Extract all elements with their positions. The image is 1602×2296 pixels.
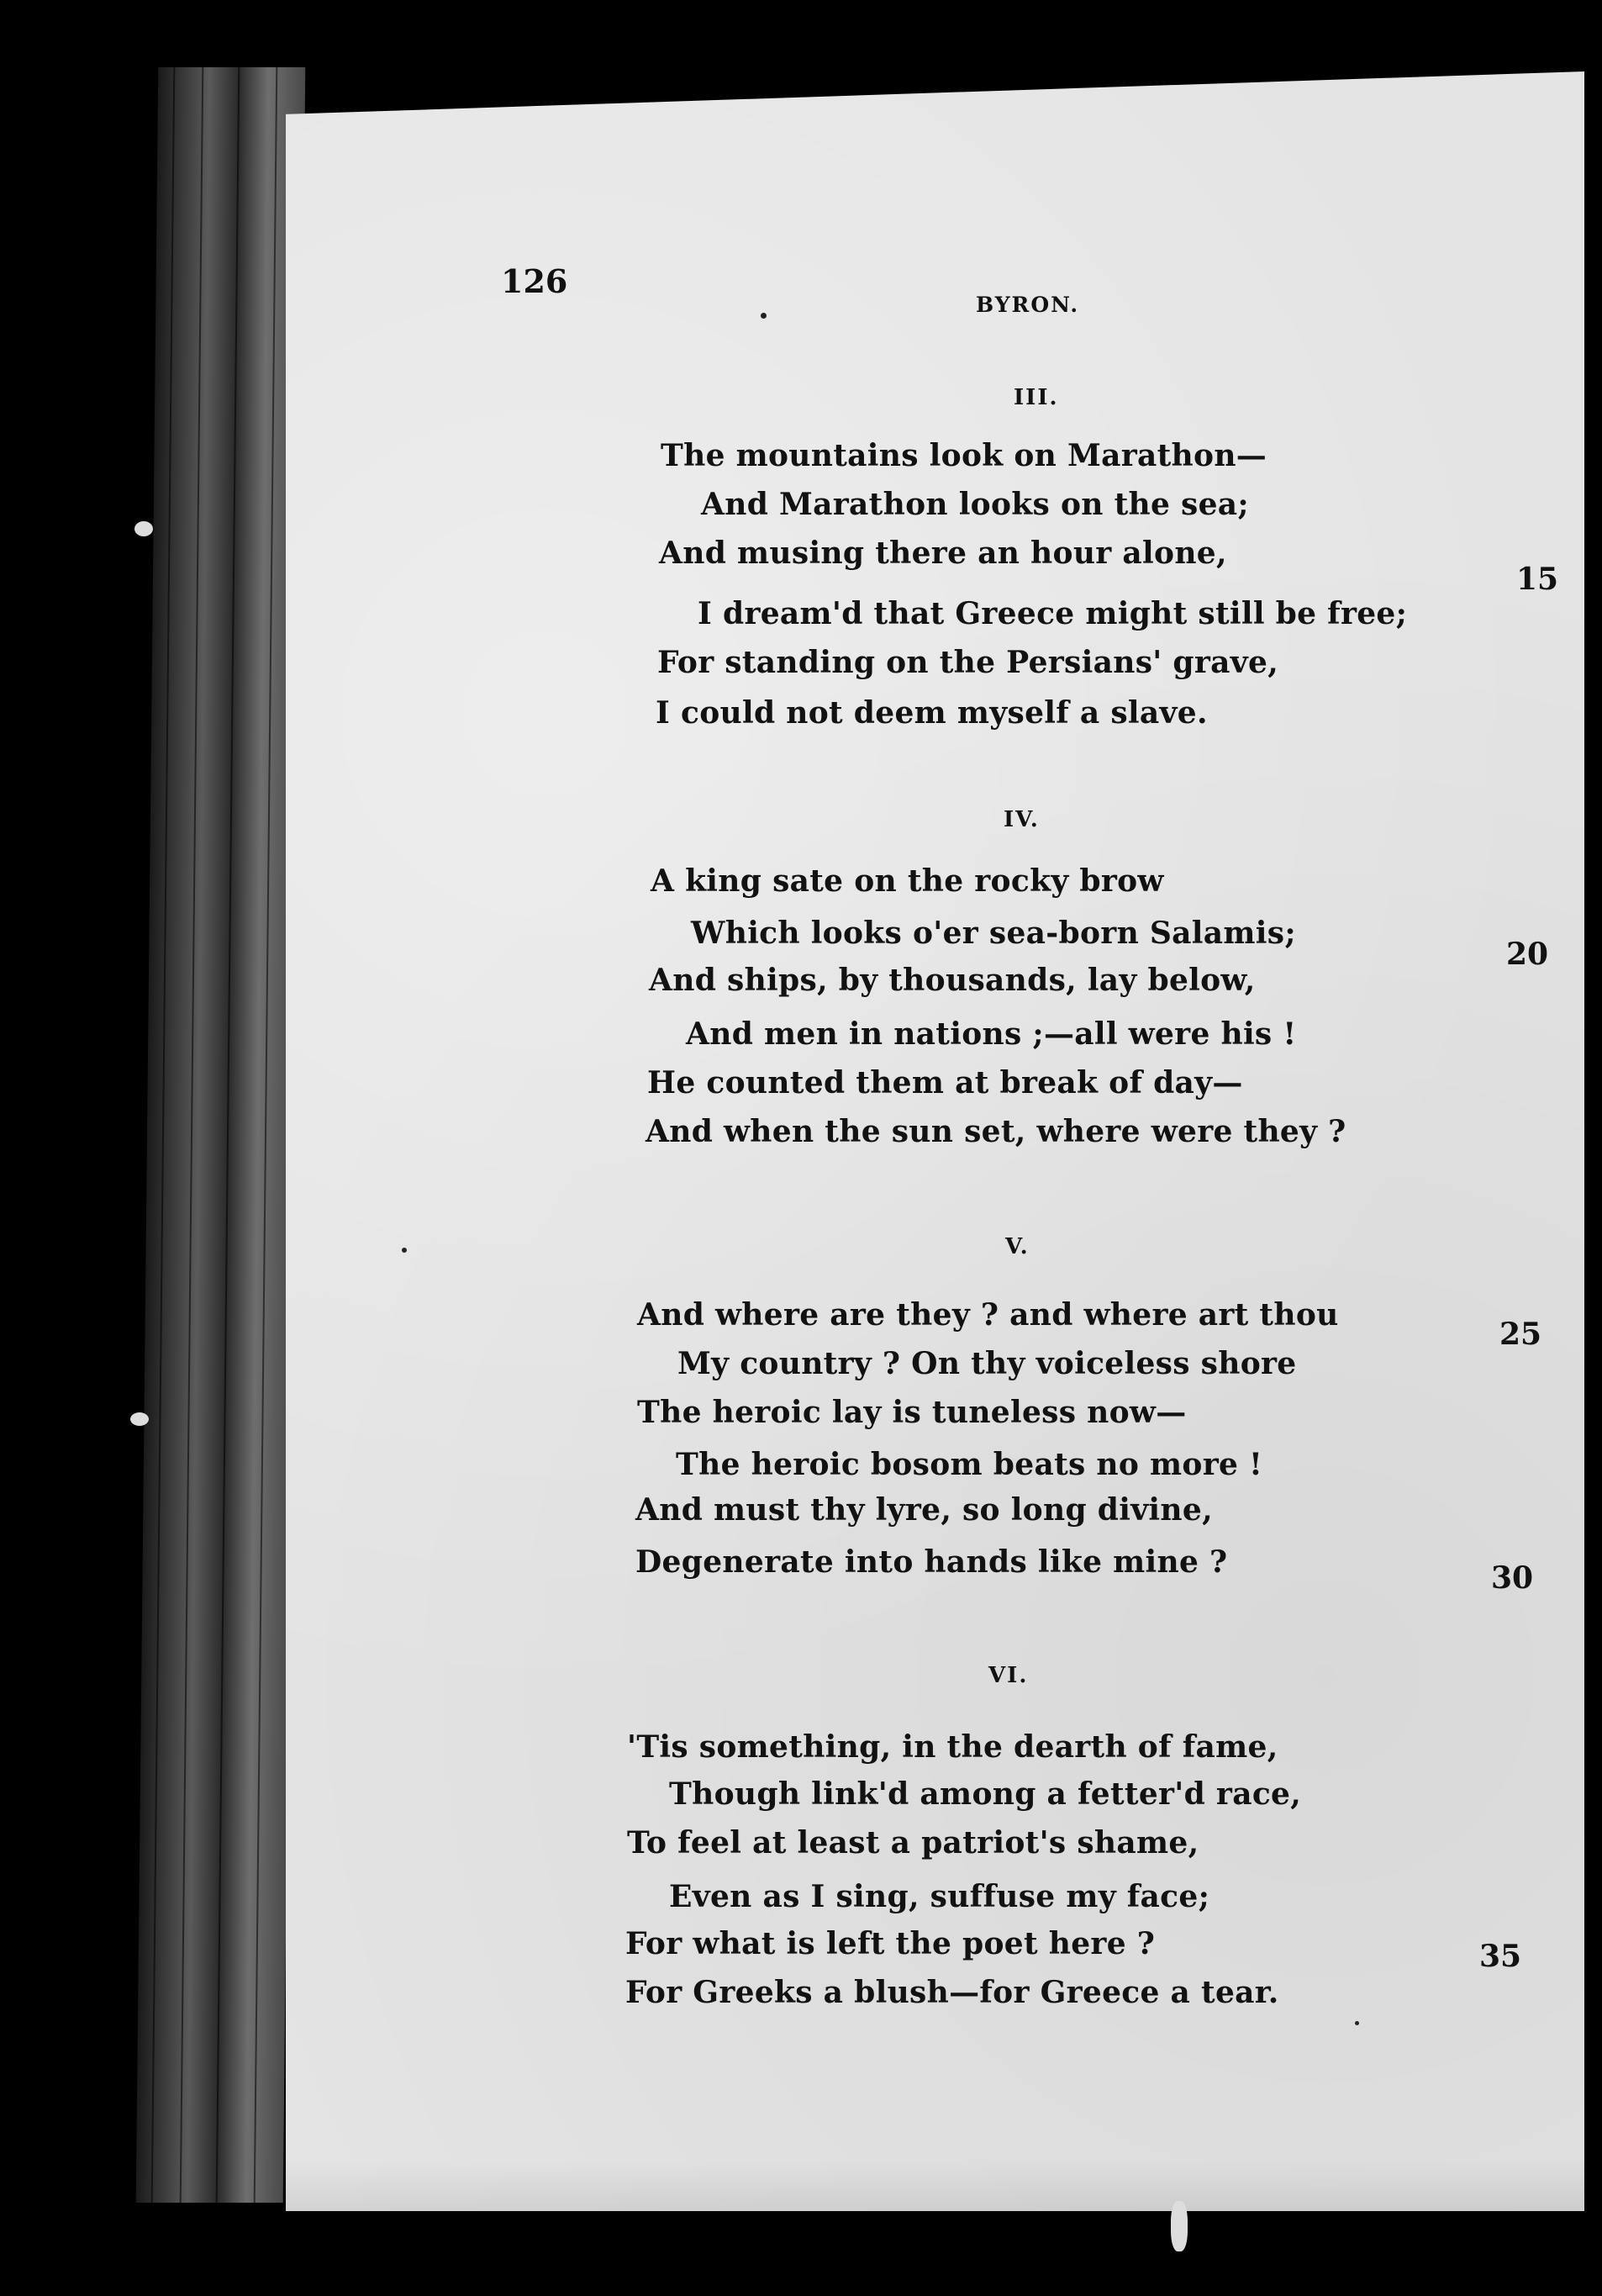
line-number: 20 <box>1506 937 1549 972</box>
verse-line: And must thy lyre, so long divine, <box>635 1492 1213 1528</box>
verse-line: Though link'd among a fetter'd race, <box>669 1776 1302 1812</box>
stanza-numeral: III. <box>1014 385 1059 410</box>
verse-line: I could not deem myself a slave. <box>656 695 1208 731</box>
spine-edge-line <box>151 67 176 2203</box>
spine-edge-line <box>180 67 204 2203</box>
stanza-numeral: IV. <box>1004 807 1040 832</box>
verse-line: The heroic bosom beats no more ! <box>676 1447 1263 1482</box>
verse-line: To feel at least a patriot's shame, <box>627 1825 1199 1861</box>
verse-line: Degenerate into hands like mine ? <box>635 1544 1228 1580</box>
scan-speck <box>134 521 153 536</box>
verse-line: I dream'd that Greece might still be free; <box>698 596 1408 631</box>
line-number: 25 <box>1499 1317 1542 1352</box>
verse-line: And where are they ? and where art thou <box>637 1297 1339 1333</box>
line-number: 15 <box>1516 562 1559 597</box>
line-number: 30 <box>1491 1560 1534 1596</box>
verse-line: And musing there an hour alone, <box>659 536 1227 571</box>
spine-edge-line <box>216 67 240 2203</box>
verse-line: And men in nations ;—all were his ! <box>686 1016 1297 1052</box>
page-bottom-shadow <box>286 2161 1584 2211</box>
verse-line: Which looks o'er sea-born Salamis; <box>691 916 1296 951</box>
verse-line: And ships, by thousands, lay below, <box>649 963 1256 998</box>
verse-line: A king sate on the rocky brow <box>651 863 1164 899</box>
book-spine <box>136 67 306 2203</box>
verse-line: He counted them at break of day— <box>647 1065 1243 1100</box>
scan-speck <box>1355 2021 1359 2025</box>
verse-line: And Marathon looks on the sea; <box>701 487 1249 522</box>
stanza-numeral: VI. <box>988 1663 1029 1688</box>
verse-line: The mountains look on Marathon— <box>661 438 1267 473</box>
scan-speck <box>1171 2201 1188 2251</box>
verse-line: For standing on the Persians' grave, <box>657 645 1279 680</box>
verse-line: 'Tis something, in the dearth of fame, <box>627 1729 1278 1765</box>
verse-line: The heroic lay is tuneless now— <box>637 1395 1187 1430</box>
running-title: BYRON. <box>976 293 1080 317</box>
spine-edge-line <box>254 67 278 2203</box>
running-head <box>501 262 1417 317</box>
scan-speck <box>402 1248 407 1253</box>
scan-speck <box>130 1412 149 1426</box>
stanza-numeral: V. <box>1005 1234 1030 1259</box>
verse-line: For what is left the poet here ? <box>625 1926 1156 1961</box>
verse-line: And when the sun set, where were they ? <box>646 1114 1346 1149</box>
verse-line: My country ? On thy voiceless shore <box>677 1346 1297 1381</box>
verse-line: Even as I sing, suffuse my face; <box>669 1879 1210 1914</box>
scan-speck <box>761 313 767 319</box>
page-number: 126 <box>501 262 568 300</box>
line-number: 35 <box>1479 1939 1522 1974</box>
verse-line: For Greeks a blush—for Greece a tear. <box>625 1975 1279 2010</box>
